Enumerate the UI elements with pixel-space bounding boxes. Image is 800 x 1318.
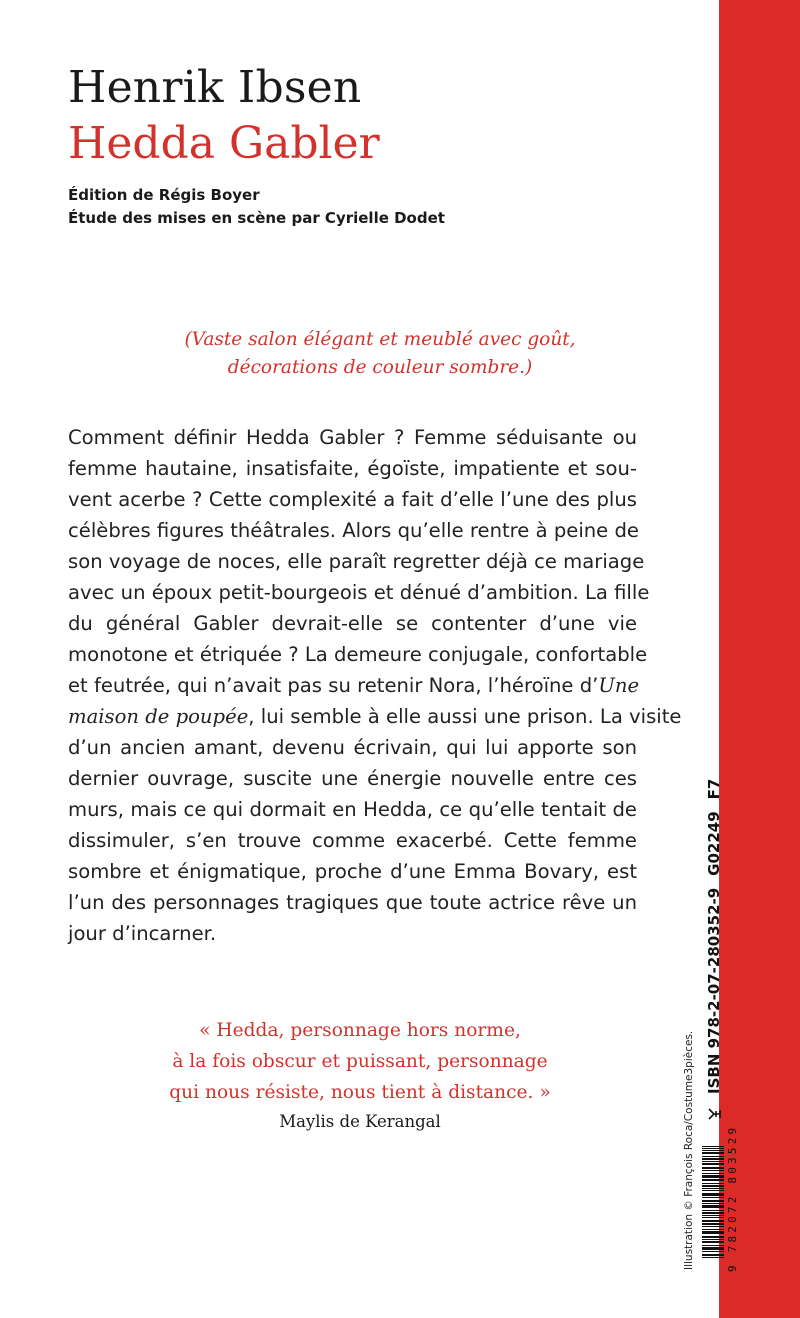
- barcode-bar: [702, 1237, 724, 1238]
- barcode-bar: [702, 1203, 724, 1204]
- barcode-bar: [702, 1254, 724, 1255]
- barcode-bar: [702, 1175, 724, 1176]
- barcode-bar: [702, 1232, 724, 1233]
- barcode-block: [702, 712, 739, 1272]
- isbn-number: ISBN 978-2-07-280352-9: [705, 887, 723, 1094]
- synopsis-paragraph: [68, 422, 682, 949]
- synopsis-line: Comment définir Hedda Gabler ? Femme séduisante ou: [68, 426, 637, 449]
- barcode-bar: [702, 1249, 724, 1250]
- isbn-line: [704, 779, 724, 1122]
- synopsis-line: murs, mais ce qui dormait en Hedda, ce qu’elle tentait de: [68, 798, 637, 821]
- barcode-bar: [702, 1159, 724, 1160]
- synopsis-text: , lui semble à elle aussi une prison. La visite: [248, 705, 682, 728]
- barcode-bar: [702, 1242, 724, 1243]
- synopsis-line: femme hautaine, insatisfaite, égoïste, impatiente et sou-: [68, 457, 637, 480]
- barcode-bar: [702, 1248, 724, 1249]
- barcode-bar: [702, 1170, 724, 1171]
- synopsis-line: jour d’incarner.: [68, 922, 217, 945]
- barcode-bar: [702, 1239, 724, 1240]
- price-code: F7: [705, 778, 723, 800]
- barcode-bar: [702, 1190, 724, 1191]
- quote-attribution: Maylis de Kerangal: [279, 1112, 441, 1131]
- barcode-bar: [702, 1210, 724, 1211]
- synopsis-line: du général Gabler devrait-elle se contenter d’une vie: [68, 612, 637, 635]
- staging-study-credit: Étude des mises en scène par Cyrielle Dodet: [68, 209, 445, 227]
- barcode-bar: [702, 1146, 724, 1147]
- barcode-bar: [702, 1185, 724, 1186]
- barcode-bar: [702, 1233, 724, 1234]
- barcode-bar: [702, 1195, 724, 1196]
- synopsis-line: avec un époux petit-bourgeois et dénué d’ambition. La fille: [68, 581, 650, 604]
- illustration-credit: Illustration © François Roca/Costume3pièces.: [683, 1030, 695, 1270]
- barcode-bar: [702, 1217, 724, 1218]
- barcode-bar: [702, 1221, 724, 1222]
- barcode-bar: [702, 1200, 724, 1201]
- barcode-bar: [702, 1148, 724, 1149]
- barcode-bar: [702, 1245, 724, 1246]
- barcode-bar: [702, 1212, 724, 1213]
- barcode-bar: [702, 1158, 724, 1159]
- barcode-bar: [702, 1163, 724, 1164]
- author-name: Henrik Ibsen: [68, 62, 362, 113]
- barcode-bar: [702, 1193, 724, 1194]
- book-title: Hedda Gabler: [68, 118, 380, 169]
- barcode-digits: 9 782072 803529: [726, 1124, 739, 1272]
- barcode-bar: [702, 1251, 724, 1252]
- synopsis-line: dissimuler, s’en trouve comme exacerbé. Cette femme: [68, 829, 637, 852]
- barcode-bar: [702, 1241, 724, 1242]
- barcode-bar: [702, 1168, 724, 1169]
- italic-title-start: Une: [598, 674, 640, 697]
- barcode-bar: [702, 1164, 724, 1165]
- synopsis-line: sombre et énigmatique, proche d’une Emma Bovary, est: [68, 860, 637, 883]
- barcode-bar: [702, 1197, 724, 1198]
- barcode-bar: [702, 1207, 724, 1208]
- barcode-bar: [702, 1201, 724, 1202]
- barcode-bar: [702, 1229, 724, 1230]
- synopsis-line: dernier ouvrage, suscite une énergie nouvelle entre ces: [68, 767, 637, 790]
- synopsis-line: monotone et étriquée ? La demeure conjugale, confortable: [68, 643, 648, 666]
- synopsis-text: et feutrée, qui n’avait pas su retenir Nora, l’héroïne d’: [68, 674, 599, 697]
- barcode-bar: [702, 1173, 724, 1174]
- barcode-bar: [702, 1247, 724, 1248]
- barcode-bar: [702, 1213, 724, 1214]
- barcode-bar: [702, 1255, 724, 1256]
- barcode-bar: [702, 1150, 724, 1151]
- stage-direction-line: décorations de couleur sombre.): [227, 357, 533, 378]
- barcode-bar: [702, 1152, 724, 1153]
- quote-line: « Hedda, personnage hors norme,: [199, 1020, 521, 1041]
- barcode-bar: [702, 1161, 724, 1162]
- barcode-bar: [702, 1188, 724, 1189]
- barcode-bar: [702, 1167, 724, 1168]
- barcode-bar: [702, 1180, 724, 1181]
- barcode-bar: [702, 1226, 724, 1227]
- barcode-bar: [702, 1257, 724, 1258]
- italic-title-rest: maison de poupée: [68, 705, 249, 728]
- barcode-bar: [702, 1224, 724, 1225]
- catalog-code: G02249: [705, 811, 723, 876]
- synopsis-line: son voyage de noces, elle paraît regretter déjà ce mariage: [68, 550, 645, 573]
- quote-line: qui nous résiste, nous tient à distance. »: [169, 1082, 551, 1103]
- quote-line: à la fois obscur et puissant, personnage: [172, 1051, 548, 1072]
- barcode-bar: [702, 1220, 724, 1221]
- pull-quote: [110, 1015, 610, 1108]
- synopsis-line: vent acerbe ? Cette complexité a fait d’elle l’une des plus: [68, 488, 637, 511]
- barcode-bar: [702, 1177, 724, 1178]
- barcode-bar: [702, 1176, 724, 1177]
- barcode-bar: [702, 1236, 724, 1237]
- barcode-bar: [702, 1186, 724, 1187]
- synopsis-line: célèbres figures théâtrales. Alors qu’elle rentre à peine de: [68, 519, 639, 542]
- barcode-bar: [702, 1179, 724, 1180]
- barcode-bar: [702, 1194, 724, 1195]
- synopsis-line: d’un ancien amant, devenu écrivain, qui lui apporte son: [68, 736, 637, 759]
- synopsis-line-with-italic: [68, 701, 682, 732]
- synopsis-line: l’un des personnages tragiques que toute actrice rêve un: [68, 891, 637, 914]
- barcode: [702, 1146, 724, 1258]
- synopsis-line-with-italic: [68, 670, 640, 701]
- barcode-bar: [702, 1153, 724, 1154]
- barcode-bar: [702, 1231, 724, 1232]
- barcode-bar: [702, 1156, 724, 1157]
- stage-direction-line: (Vaste salon élégant et meublé avec goût,: [184, 329, 576, 350]
- publisher-logo-icon: [706, 1106, 722, 1122]
- barcode-bar: [702, 1205, 724, 1206]
- editor-credit: Édition de Régis Boyer: [68, 186, 260, 204]
- stage-direction-epigraph: [120, 326, 640, 382]
- barcode-bar: [702, 1223, 724, 1224]
- barcode-bar: [702, 1183, 724, 1184]
- barcode-bar: [702, 1206, 724, 1207]
- barcode-bar: [702, 1215, 724, 1216]
